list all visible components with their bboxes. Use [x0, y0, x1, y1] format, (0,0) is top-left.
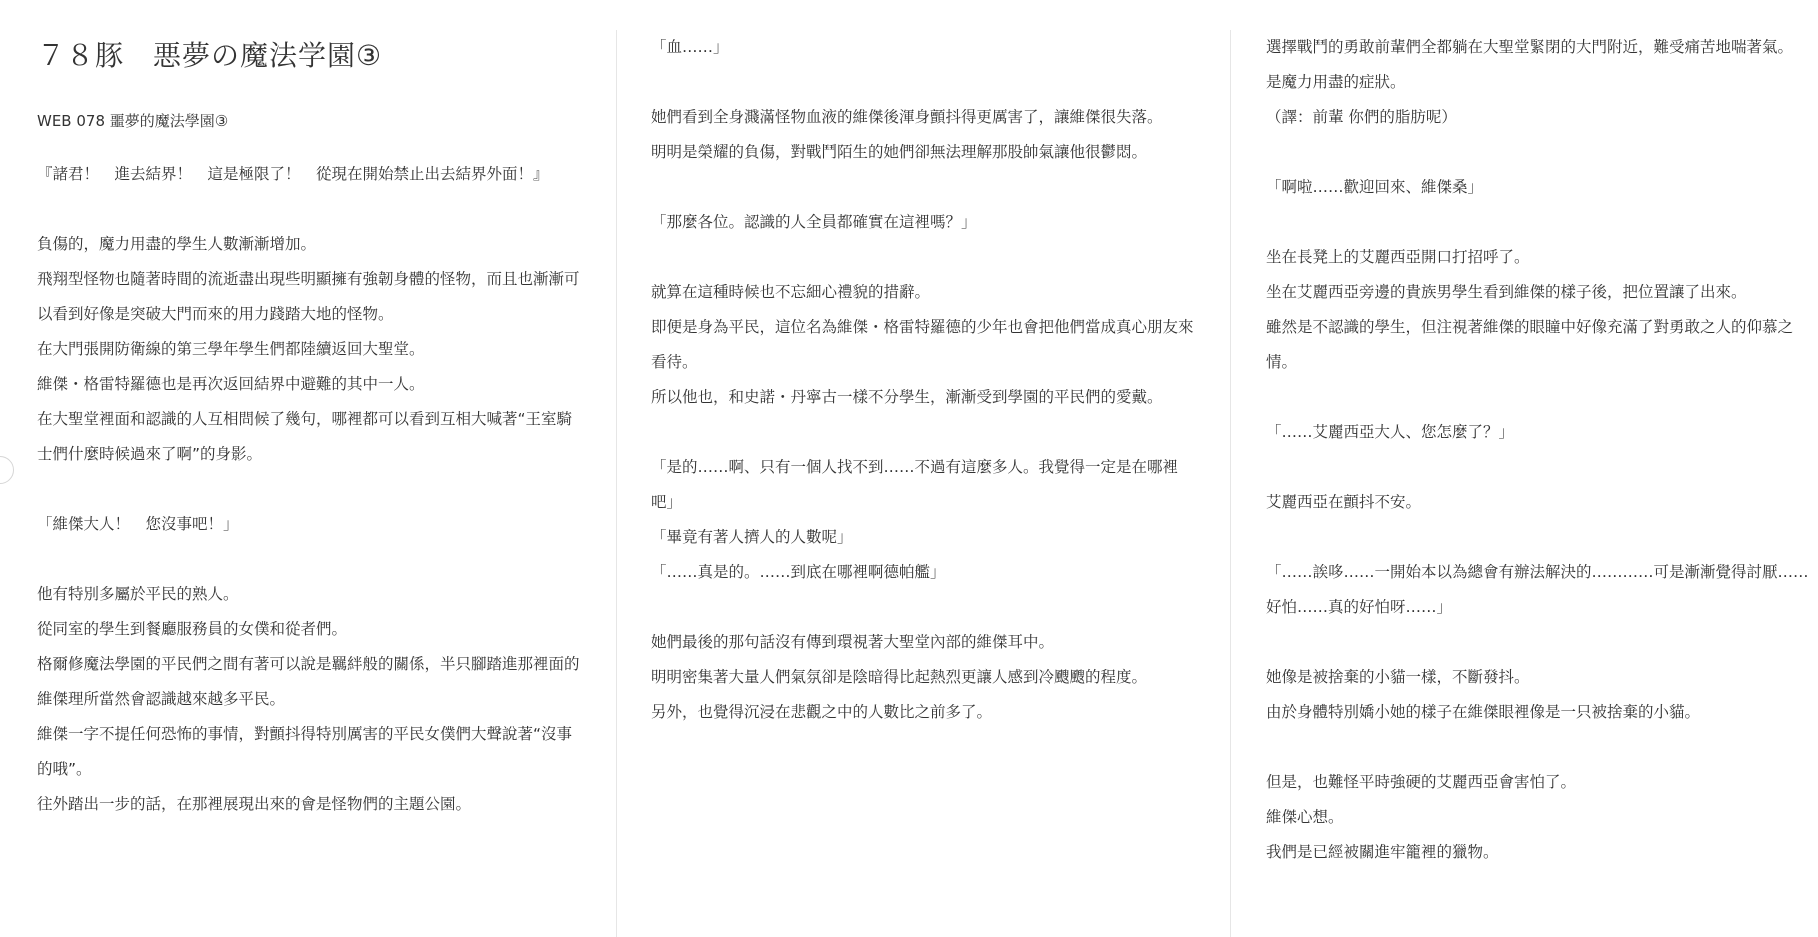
text-paragraph: 「啊啦……歡迎回來、維傑桑」 — [1266, 178, 1484, 196]
blank-line — [1266, 380, 1818, 415]
text-paragraph: 往外踏出一步的話，在那裡展現出來的會是怪物們的主題公園。 — [37, 795, 472, 813]
text-paragraph: 雖然是不認識的學生，但注視著維傑的眼瞳中好像充滿了對勇敢之人的仰慕之情。 — [1266, 318, 1794, 371]
text-paragraph: 『諸君！ 進去結界！ 這是極限了！ 從現在開始禁止出去結界外面！』 — [37, 165, 549, 183]
blank-line — [651, 415, 1196, 450]
column-divider — [616, 30, 617, 937]
column-3-text — [1266, 30, 1818, 870]
text-paragraph: 維傑一字不提任何恐怖的事情，對顫抖得特別厲害的平民女僕們大聲說著“沒事的哦”。 — [37, 725, 573, 778]
previous-page-button[interactable] — [0, 456, 14, 484]
blank-line — [37, 542, 582, 577]
blank-line — [1266, 730, 1818, 765]
column-divider — [1230, 30, 1231, 937]
text-paragraph: 負傷的，魔力用盡的學生人數漸漸增加。 — [37, 235, 317, 253]
text-paragraph: 他有特別多屬於平民的熟人。 — [37, 585, 239, 603]
text-paragraph: 所以他也，和史諾・丹寧古一樣不分學生，漸漸受到學園的平民們的愛戴。 — [651, 388, 1163, 406]
blank-line — [37, 192, 582, 227]
text-paragraph: 「是的……啊、只有一個人找不到……不過有這麼多人。我覺得一定是在哪裡吧」 — [651, 458, 1179, 511]
chapter-title: ７８豚 悪夢の魔法学園③ — [37, 39, 383, 72]
text-paragraph: 維傑心想。 — [1266, 808, 1344, 826]
text-column-2 — [651, 0, 1196, 937]
text-paragraph: 「……真是的。……到底在哪裡啊德帕艦」 — [651, 563, 946, 581]
text-paragraph: 「那麼各位。認識的人全員都確實在這裡嗎？」 — [651, 213, 977, 231]
text-paragraph: 她像是被捨棄的小貓一樣，不斷發抖。 — [1266, 668, 1530, 686]
text-paragraph: 但是，也難怪平時強硬的艾麗西亞會害怕了。 — [1266, 773, 1577, 791]
text-paragraph: 「畢竟有著人擠人的人數呢」 — [651, 528, 853, 546]
text-paragraph: 飛翔型怪物也隨著時間的流逝盡出現些明顯擁有強韌身體的怪物，而且也漸漸可以看到好像是突破大門而來的用力踐踏大地的怪物。 — [37, 270, 580, 323]
text-column-3 — [1266, 0, 1818, 937]
blank-line — [1266, 135, 1818, 170]
blank-line — [1266, 450, 1818, 485]
text-paragraph: 艾麗西亞在顫抖不安。 — [1266, 493, 1422, 511]
text-paragraph: 即便是身為平民，這位名為維傑・格雷特羅德的少年也會把他們當成真心朋友來看待。 — [651, 318, 1194, 371]
text-paragraph: 從同室的學生到餐廳服務員的女僕和從者們。 — [37, 620, 348, 638]
text-paragraph: 在大門張開防衛線的第三學年學生們都陸續返回大聖堂。 — [37, 340, 425, 358]
blank-line — [651, 170, 1196, 205]
text-paragraph: 是魔力用盡的症狀。 — [1266, 73, 1406, 91]
text-paragraph: 格爾修魔法學園的平民們之間有著可以說是羈絆般的關係，半只腳踏進那裡面的維傑理所當然會認識越來越多平民。 — [37, 655, 580, 708]
text-paragraph: 就算在這種時候也不忘細心禮貌的措辭。 — [651, 283, 931, 301]
text-column-1 — [37, 0, 582, 937]
chapter-subtitle: WEB 078 噩夢的魔法學園③ — [37, 112, 229, 130]
text-paragraph: 坐在長凳上的艾麗西亞開口打招呼了。 — [1266, 248, 1530, 266]
text-paragraph: 「……誒哆……一開始本以為總會有辦法解決的…………可是漸漸覺得討厭……好怕……真的好怕呀……」 — [1266, 563, 1809, 616]
blank-line — [651, 65, 1196, 100]
text-paragraph: 維傑・格雷特羅德也是再次返回結界中避難的其中一人。 — [37, 375, 425, 393]
text-paragraph: 「維傑大人！ 您沒事吧！」 — [37, 515, 239, 533]
text-paragraph: 在大聖堂裡面和認識的人互相問候了幾句，哪裡都可以看到互相大喊著“王室騎士們什麼時候過來了啊”的身影。 — [37, 410, 573, 463]
blank-line — [651, 590, 1196, 625]
column-1-text — [37, 157, 582, 822]
blank-line — [1266, 205, 1818, 240]
text-paragraph: 明明是榮耀的負傷，對戰鬥陌生的她們卻無法理解那股帥氣讓他很鬱悶。 — [651, 143, 1148, 161]
text-paragraph: 坐在艾麗西亞旁邊的貴族男學生看到維傑的樣子後，把位置讓了出來。 — [1266, 283, 1747, 301]
text-paragraph: 選擇戰鬥的勇敢前輩們全都躺在大聖堂緊閉的大門附近，難受痛苦地喘著氣。 — [1266, 38, 1794, 56]
text-paragraph: 另外，也覺得沉浸在悲觀之中的人數比之前多了。 — [651, 703, 993, 721]
text-paragraph: 「血……」 — [651, 38, 729, 56]
text-paragraph: 由於身體特別嬌小她的樣子在維傑眼裡像是一只被捨棄的小貓。 — [1266, 703, 1701, 721]
text-paragraph: 「……艾麗西亞大人、您怎麼了？」 — [1266, 423, 1515, 441]
text-paragraph: 她們最後的那句話沒有傳到環視著大聖堂內部的維傑耳中。 — [651, 633, 1055, 651]
text-paragraph: （譯：前輩 你們的脂肪呢） — [1266, 108, 1457, 126]
blank-line — [1266, 520, 1818, 555]
blank-line — [1266, 625, 1818, 660]
blank-line — [37, 472, 582, 507]
text-paragraph: 明明密集著大量人們氣氛卻是陰暗得比起熱烈更讓人感到冷颼颼的程度。 — [651, 668, 1148, 686]
text-paragraph: 我們是已經被關進牢籠裡的獵物。 — [1266, 843, 1499, 861]
column-2-text — [651, 30, 1196, 730]
blank-line — [651, 240, 1196, 275]
text-paragraph: 她們看到全身濺滿怪物血液的維傑後渾身顫抖得更厲害了，讓維傑很失落。 — [651, 108, 1163, 126]
